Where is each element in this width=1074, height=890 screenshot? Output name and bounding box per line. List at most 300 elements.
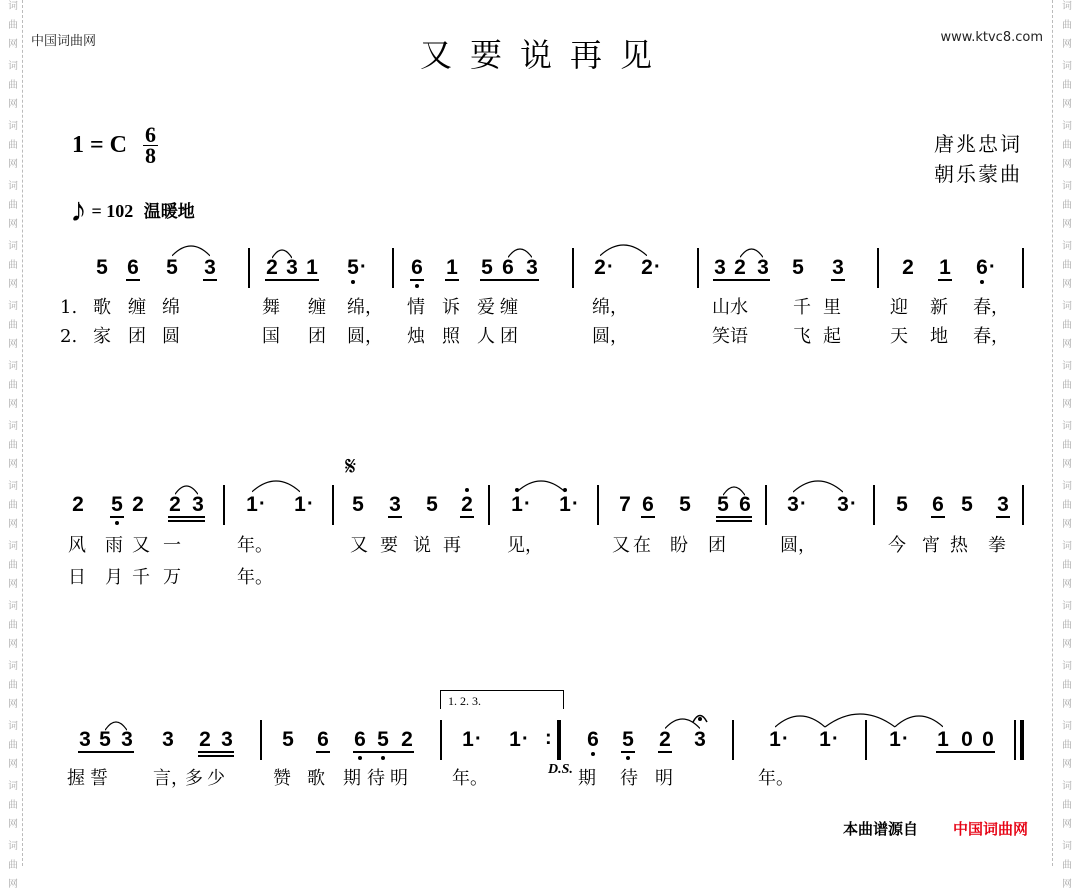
watermark-char: 词	[8, 601, 18, 612]
note: 1	[511, 493, 523, 516]
eighth-note-icon: ♪	[70, 192, 87, 229]
augmentation-dot: ·	[782, 728, 789, 750]
lyric-syllable: 春，	[973, 326, 1009, 347]
underline	[996, 516, 1010, 518]
lyric-syllable: 舞	[262, 297, 280, 318]
note: 3	[121, 728, 133, 751]
lyric-syllable: 明	[655, 768, 673, 789]
underline	[265, 279, 319, 281]
lyric-syllable: 千	[793, 297, 811, 318]
note: 6	[739, 493, 751, 516]
watermark-char: 词	[8, 841, 18, 852]
lyric-syllable: 要	[380, 535, 398, 556]
lyric-syllable: 天	[890, 326, 908, 347]
lyric-syllable: 盼	[670, 535, 688, 556]
note: 3	[192, 493, 204, 516]
lyric-syllable: 少	[207, 768, 225, 789]
low-octave-dot	[980, 280, 984, 284]
lyric-syllable: 笑	[712, 326, 730, 347]
watermark-char: 曲	[8, 500, 18, 511]
lyric-syllable: 团	[128, 326, 146, 347]
lyric-syllable: 期	[343, 768, 361, 789]
lyric-syllable: 绵，	[347, 297, 383, 318]
note: 6	[411, 256, 423, 279]
note: 5	[961, 493, 973, 516]
tempo-value: = 102	[91, 201, 134, 221]
note: 1	[306, 256, 318, 279]
tempo-marking	[70, 192, 195, 230]
note: 5	[166, 256, 178, 279]
underline	[658, 751, 672, 753]
augmentation-dot: ·	[989, 256, 996, 278]
barline	[557, 720, 561, 760]
barline	[597, 485, 599, 525]
lyric-syllable: 待	[367, 768, 385, 789]
watermark-char: 网	[8, 399, 18, 410]
note: 2	[641, 256, 653, 279]
watermark-char: 网	[1062, 459, 1072, 470]
slur	[825, 713, 895, 728]
underline	[316, 751, 330, 753]
watermark-char: 词	[1062, 481, 1072, 492]
watermark-char: 词	[8, 481, 18, 492]
note: 2	[266, 256, 278, 279]
watermark-char: 网	[8, 339, 18, 350]
watermark-char: 网	[8, 819, 18, 830]
barline	[440, 720, 442, 760]
watermark-char: 曲	[8, 680, 18, 691]
slur	[665, 717, 700, 729]
time-sig-bottom: 8	[145, 143, 156, 168]
note: 2	[401, 728, 413, 751]
lyric-syllable: 年。	[237, 535, 273, 556]
watermark-char: 曲	[8, 860, 18, 871]
watermark-char: 曲	[1062, 320, 1072, 331]
augmentation-dot: ·	[850, 493, 857, 515]
watermark-char: 网	[8, 759, 18, 770]
note: 2	[594, 256, 606, 279]
low-octave-dot	[351, 280, 355, 284]
lyric-syllable: 歌	[93, 297, 111, 318]
time-sig-top: 6	[145, 122, 156, 147]
watermark-char: 曲	[1062, 20, 1072, 31]
lyric-syllable: 诉	[442, 297, 460, 318]
lyric-syllable: 照	[442, 326, 460, 347]
watermark-char: 网	[1062, 759, 1072, 770]
lyric-syllable: 年。	[758, 768, 794, 789]
repeat-dots: :	[545, 727, 552, 749]
underline	[410, 279, 424, 281]
note: 5	[111, 493, 123, 516]
note: 5	[896, 493, 908, 516]
lyric-syllable: 宵	[922, 535, 940, 556]
note: 5	[717, 493, 729, 516]
note: 1	[246, 493, 258, 516]
watermark-char: 曲	[1062, 440, 1072, 451]
barline	[732, 720, 734, 760]
watermark-char: 网	[1062, 579, 1072, 590]
watermark-char: 词	[8, 541, 18, 552]
lyric-syllable: 又	[350, 535, 368, 556]
barline	[572, 248, 574, 288]
watermark-char: 曲	[8, 140, 18, 151]
augmentation-dot: ·	[522, 728, 529, 750]
note: 6	[354, 728, 366, 751]
note: 3	[389, 493, 401, 516]
watermark-char: 曲	[1062, 740, 1072, 751]
lyric-syllable: 言，	[153, 768, 189, 789]
lyric-syllable: 团	[708, 535, 726, 556]
slur	[105, 718, 127, 728]
slur	[172, 244, 210, 256]
segno-sign: 𝄋	[345, 452, 357, 482]
lyric-syllable: 缠	[500, 297, 518, 318]
augmentation-dot: ·	[307, 493, 314, 515]
watermark-char: 词	[8, 721, 18, 732]
time-signature	[143, 122, 158, 168]
note: 1	[446, 256, 458, 279]
watermark-char: 网	[1062, 219, 1072, 230]
barline	[765, 485, 767, 525]
low-octave-dot	[591, 752, 595, 756]
composer: 朝乐蒙曲	[934, 162, 1022, 186]
watermark-char: 词	[1062, 1, 1072, 12]
underline	[716, 520, 752, 522]
note: 1	[819, 728, 831, 751]
note: 5	[282, 728, 294, 751]
low-octave-dot	[381, 756, 385, 760]
barline	[488, 485, 490, 525]
watermark-char: 词	[1062, 61, 1072, 72]
lyric-syllable: 风	[68, 535, 86, 556]
barline	[223, 485, 225, 525]
lyric-syllable: 再	[443, 535, 461, 556]
site-url: www.ktvc8.com	[940, 30, 1043, 45]
lyric-syllable: 人	[477, 326, 495, 347]
lyric-syllable: 家	[93, 326, 111, 347]
watermark-char: 词	[8, 421, 18, 432]
lyric-syllable: 缠	[308, 297, 326, 318]
lyric-syllable: 期	[578, 768, 596, 789]
lyricist: 唐兆忠词	[934, 132, 1022, 156]
lyric-syllable: 1.	[60, 297, 78, 318]
lyric-syllable: 新	[930, 297, 948, 318]
note: 2	[734, 256, 746, 279]
note: 3	[694, 728, 706, 751]
note: 6	[587, 728, 599, 751]
watermark-char: 曲	[1062, 560, 1072, 571]
underline	[938, 279, 952, 281]
lyric-syllable: 歌	[307, 768, 325, 789]
watermark-char: 曲	[1062, 200, 1072, 211]
watermark-char: 词	[8, 1, 18, 12]
watermark-char: 网	[1062, 879, 1072, 890]
note: 0	[961, 728, 973, 751]
underline	[110, 516, 124, 518]
note: 6	[127, 256, 139, 279]
note: 5	[347, 256, 359, 279]
lyric-syllable: 春，	[973, 297, 1009, 318]
watermark-char: 词	[8, 781, 18, 792]
watermark-char: 曲	[8, 800, 18, 811]
watermark-char: 曲	[1062, 500, 1072, 511]
note: 6	[642, 493, 654, 516]
note: 5	[481, 256, 493, 279]
watermark-char: 网	[8, 99, 18, 110]
lyric-syllable: 山	[712, 297, 730, 318]
watermark-char: 曲	[1062, 680, 1072, 691]
note: 1	[462, 728, 474, 751]
low-octave-dot	[115, 521, 119, 525]
note: 3	[997, 493, 1009, 516]
note: 3	[204, 256, 216, 279]
note: 1	[509, 728, 521, 751]
volta-bracket	[440, 690, 564, 709]
note: 7	[619, 493, 631, 516]
underline	[713, 279, 770, 281]
note: 1	[889, 728, 901, 751]
note: 3	[714, 256, 726, 279]
lyric-syllable: 团	[500, 326, 518, 347]
watermark-char: 词	[1062, 601, 1072, 612]
watermark-char: 词	[8, 181, 18, 192]
watermark-char: 网	[8, 39, 18, 50]
underline	[388, 516, 402, 518]
lyric-syllable: 团	[308, 326, 326, 347]
lyric-syllable: 热	[950, 535, 968, 556]
lyric-syllable: 雨	[105, 535, 123, 556]
note: 5	[99, 728, 111, 751]
volta-label: 1. 2. 3.	[448, 694, 481, 708]
lyric-syllable: 万	[163, 567, 181, 588]
note: 6	[976, 256, 988, 279]
lyric-syllable: 明	[390, 768, 408, 789]
watermark-char: 曲	[8, 80, 18, 91]
lyric-syllable: 誓	[90, 768, 108, 789]
watermark-char: 网	[1062, 39, 1072, 50]
watermark-char: 词	[1062, 541, 1072, 552]
augmentation-dot: ·	[902, 728, 909, 750]
note: 3	[286, 256, 298, 279]
watermark-char: 词	[8, 301, 18, 312]
lyric-syllable: 地	[930, 326, 948, 347]
augmentation-dot: ·	[524, 493, 531, 515]
watermark-char: 词	[8, 61, 18, 72]
underline	[445, 279, 459, 281]
lyric-syllable: 在	[633, 535, 651, 556]
note: 3	[79, 728, 91, 751]
lyric-syllable: 水	[730, 297, 748, 318]
watermark-char: 词	[8, 661, 18, 672]
note: 1	[939, 256, 951, 279]
underline	[168, 520, 205, 522]
lyric-syllable: 说	[413, 535, 431, 556]
slur	[272, 246, 292, 256]
note: 1	[937, 728, 949, 751]
watermark-char: 曲	[8, 620, 18, 631]
watermark-char: 曲	[1062, 140, 1072, 151]
watermark-char: 词	[1062, 121, 1072, 132]
lyric-syllable: 里	[823, 297, 841, 318]
lyric-syllable: 一	[163, 535, 181, 556]
underline	[621, 751, 635, 753]
augmentation-dot: ·	[572, 493, 579, 515]
lyric-syllable: 2.	[60, 326, 78, 347]
watermark-char: 网	[1062, 639, 1072, 650]
lyric-syllable: 又	[132, 535, 150, 556]
underline	[168, 516, 205, 518]
slur	[175, 483, 198, 493]
watermark-char: 网	[1062, 519, 1072, 530]
barline	[260, 720, 262, 760]
note: 3	[221, 728, 233, 751]
watermark-char: 网	[1062, 339, 1072, 350]
slur	[600, 243, 647, 256]
song-title: 又要说再见	[420, 36, 671, 74]
watermark-char: 词	[8, 241, 18, 252]
augmentation-dot: ·	[475, 728, 482, 750]
watermark-char: 词	[1062, 361, 1072, 372]
note: 3	[526, 256, 538, 279]
lyric-syllable: 飞	[793, 326, 811, 347]
watermark-char: 网	[8, 159, 18, 170]
watermark-char: 曲	[8, 740, 18, 751]
watermark-char: 词	[1062, 421, 1072, 432]
barline	[1022, 248, 1024, 288]
note: 1	[769, 728, 781, 751]
slur	[723, 483, 745, 493]
watermark-char: 词	[1062, 781, 1072, 792]
source-label: 本曲谱源自	[843, 820, 919, 838]
note: 1	[294, 493, 306, 516]
augmentation-dot: ·	[654, 256, 661, 278]
underline	[936, 751, 995, 753]
note: 3	[837, 493, 849, 516]
lyric-syllable: 见，	[507, 535, 543, 556]
lyric-syllable: 又	[612, 535, 630, 556]
slur	[252, 480, 300, 493]
dal-segno: D.S.	[548, 762, 573, 777]
lyric-syllable: 月	[105, 567, 123, 588]
note: 5	[792, 256, 804, 279]
watermark-char: 词	[1062, 241, 1072, 252]
watermark-char: 曲	[8, 260, 18, 271]
lyric-syllable: 爱	[477, 297, 495, 318]
augmentation-dot: ·	[607, 256, 614, 278]
underline	[460, 516, 474, 518]
low-octave-dot	[358, 756, 362, 760]
slur	[517, 480, 565, 493]
slur	[740, 246, 763, 256]
watermark-char: 曲	[8, 440, 18, 451]
underline	[831, 279, 845, 281]
barline	[877, 248, 879, 288]
low-octave-dot	[626, 756, 630, 760]
slur	[793, 480, 843, 493]
slur	[508, 246, 532, 256]
watermark-char: 曲	[8, 200, 18, 211]
watermark-char: 网	[1062, 399, 1072, 410]
watermark-char: 网	[8, 699, 18, 710]
watermark-char: 曲	[1062, 860, 1072, 871]
watermark-char: 曲	[8, 560, 18, 571]
note: 2	[199, 728, 211, 751]
note: 1	[559, 493, 571, 516]
underline	[203, 279, 217, 281]
high-octave-dot	[465, 488, 469, 492]
lyric-syllable: 缠	[128, 297, 146, 318]
note: 5	[96, 256, 108, 279]
lyric-syllable: 日	[68, 567, 86, 588]
watermark-char: 网	[1062, 819, 1072, 830]
low-octave-dot	[415, 284, 419, 288]
lyric-syllable: 圆，	[592, 326, 628, 347]
lyric-syllable: 情	[407, 297, 425, 318]
watermark-char: 网	[1062, 699, 1072, 710]
watermark-char: 词	[1062, 841, 1072, 852]
underline	[78, 751, 134, 753]
lyric-syllable: 今	[888, 535, 906, 556]
note: 6	[502, 256, 514, 279]
note: 2	[902, 256, 914, 279]
watermark-char: 曲	[8, 380, 18, 391]
watermark-char: 曲	[8, 320, 18, 331]
watermark-char: 词	[1062, 301, 1072, 312]
lyric-syllable: 年。	[452, 768, 488, 789]
lyric-syllable: 圆，	[347, 326, 383, 347]
lyric-syllable: 国	[262, 326, 280, 347]
expression: 温暖地	[143, 202, 195, 222]
barline	[1014, 720, 1016, 760]
lyric-syllable: 绵	[162, 297, 180, 318]
augmentation-dot: ·	[360, 256, 367, 278]
lyric-syllable: 年。	[237, 567, 273, 588]
watermark-char: 网	[1062, 279, 1072, 290]
note: 2	[169, 493, 181, 516]
lyric-syllable: 圆	[162, 326, 180, 347]
lyric-syllable: 拳	[988, 535, 1006, 556]
watermark-char: 网	[8, 579, 18, 590]
watermark-char: 词	[1062, 721, 1072, 732]
lyric-syllable: 待	[620, 768, 638, 789]
barline	[332, 485, 334, 525]
watermark-char: 曲	[1062, 800, 1072, 811]
watermark-char: 网	[8, 519, 18, 530]
barline	[248, 248, 250, 288]
source-site-link[interactable]: 中国词曲网	[953, 820, 1029, 838]
barline	[1022, 485, 1024, 525]
watermark-char: 曲	[1062, 380, 1072, 391]
watermark-char: 网	[1062, 159, 1072, 170]
dashed-divider	[22, 0, 23, 866]
lyric-syllable: 赞	[273, 768, 291, 789]
watermark-char: 网	[8, 639, 18, 650]
note: 5	[622, 728, 634, 751]
underline	[198, 755, 234, 757]
watermark-char: 曲	[1062, 620, 1072, 631]
lyric-syllable: 绵，	[592, 297, 628, 318]
note: 6	[932, 493, 944, 516]
note: 3	[162, 728, 174, 751]
lyric-syllable: 圆，	[780, 535, 816, 556]
underline	[353, 751, 414, 753]
note: 2	[461, 493, 473, 516]
lyric-syllable: 烛	[407, 326, 425, 347]
note: 2	[132, 493, 144, 516]
underline	[931, 516, 945, 518]
lyric-syllable: 多	[185, 768, 203, 789]
barline	[1020, 720, 1024, 760]
